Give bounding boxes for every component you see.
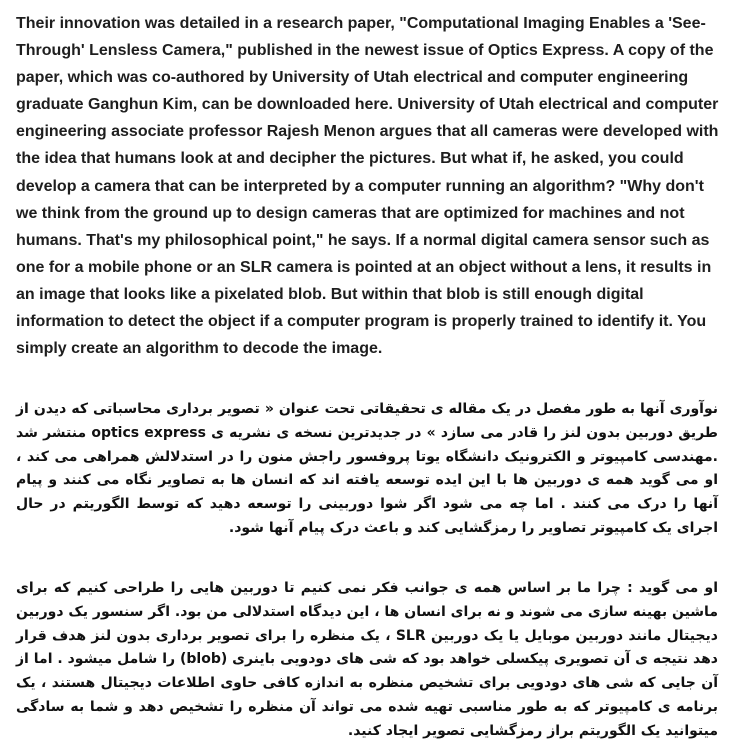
english-article-paragraph: Their innovation was detailed in a research paper, "Computational Imaging Enables a 'See-Through' Lensless Camera," published in the newest issue of Optics Express. A copy of the paper, which was co-authored by University of Utah electrical and computer engineering graduate Ganghun Kim, can be downloaded here. University of Utah electrical and computer engineering associate professor Rajesh Menon argues that all cameras were developed with the idea that humans look at and decipher the pictures. But what if, he asked, you could develop a camera that can be interpreted by a computer running an algorithm? "Why don't we think from the ground up to design cameras that are optimized for machines and not humans. That's my philosophical point," he says. If a normal digital camera sensor such as one for a mobile phone or an SLR camera is pointed at an object without a lens, it results in an image that looks like a pixelated blob. But within that blob is still enough digital information to detect the object if a computer program is properly trained to identify it. You simply create an algorithm to decode the image. [16,15,719,358]
persian-article-paragraph-1: نوآوری آنها به طور مفصل در یک مقاله ی تحقیقاتی تحت عنوان « تصویر برداری محاسباتی که دیدن از طریق دوربین بدون لنز را قادر می سازد » در جدیدترین نسخه ی نشریه ی optics express منتشر شد .مهندسی کامپیوتر و الکترونیک دانشگاه یوتا پروفسور راجش منون را در استدلالش همراهی می کند ، او می گوید همه ی دوربین ها با این ایده توسعه یافته اند که انسان ها به تصاویر نگاه می کنند و پیام آنها را درک می کنند . اما چه می شود اگر شوا دوربینی را توسعه دهید که توسط الگوریتم در حال اجرای یک کامپیوتر تصاویر را رمزگشایی کند و باعث درک پیام آنها شود. [16,401,718,536]
persian-article-paragraph-2: او می گوید : چرا ما بر اساس همه ی جوانب فکر نمی کنیم تا دوربین هایی را طراحی کنیم که برای ماشین بهینه سازی می شوند و نه برای انسان ها ، این دیدگاه استدلالی من بود. اگر سنسور یک دوربین دیجیتال مانند دوربین موبایل یا یک دوربین SLR ، یک منظره را برای تصویر برداری بدون لنز هدف قرار دهد نتیجه ی آن تصویری پیکسلی خواهد بود که شی های دودویی باینری (blob) را شامل میشود . اما از آن جایی که شی های دودویی برای تشخیص منظره به اندازه کافی حاوی اطلاعات دیجیتال هستند ، یک برنامه ی کامپیوتر که به طور مناسبی تهیه شده می تواند آن منظره را تشخیص دهد و شما به سادگی میتوانید یک الگوریتم براز رمزگشایی تصویر ایجاد کنید. [16,580,718,739]
